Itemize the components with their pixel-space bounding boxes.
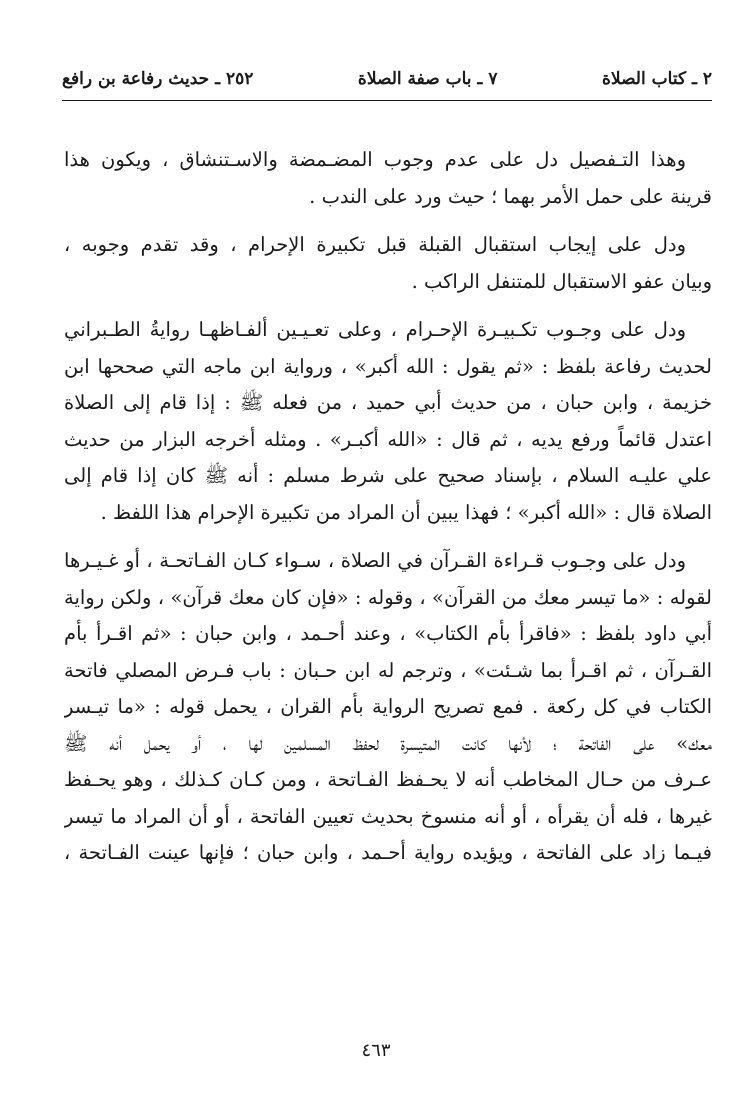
paragraph-4 — [64, 543, 712, 872]
text-line: غيرها ، فله أن يقرأه ، أو أنه منسوخ بحديث تعيين الفاتحة ، أو أن المراد ما تيسر — [64, 804, 712, 828]
text-line: عـرف من حـال المخاطب أنه لا يحـفظ الفـاتحة ، ومن كـان كـذلك ، وهو يحـفظ — [64, 768, 712, 791]
paragraph-3 — [64, 312, 712, 531]
text-line: الصلاة قال : «الله أكبر» ؛ فهذا يبين أن المراد من تكبيرة الإحرام هذا اللفظ . — [100, 500, 712, 524]
text-line: اعتدل قائماً ورفع يديه ، ثم قال : «الله أكبـر» . ومثله أخرجه البزار من حديث — [64, 427, 712, 451]
header-section: ٧ ـ باب صفة الصلاة — [357, 69, 498, 89]
text-line: وهذا التـفصيل دل على عدم وجوب المضـمضة والاسـتنشاق ، ويكون هذا — [64, 148, 686, 171]
header-hadith: ٢٥٢ ـ حديث رفاعة بن رافع — [62, 69, 254, 89]
text-line: فيـما زاد على الفاتحة ، ويؤيده رواية أحـمد ، وابن حبان ؛ فإنها عينت الفـاتحة ، — [64, 841, 712, 864]
text-line: معك» على الفاتحة ؛ لأنها كانت المتيسرة لحفظ المسلمين لها ، أو يحمل أنه ﷺ — [64, 731, 712, 755]
text-line: ودل على إيجاب استقبال القبلة قبل تكبيرة الإحرام ، وقد تقدم وجوبه ، — [64, 233, 686, 256]
text-line: خزيمة ، وابن حبان ، من حديث أبي حميد ، من فعله ﷺ : إذا قام إلى الصلاة — [64, 391, 712, 414]
text-line: القـرآن ، ثم اقـرأ بما شـئت» ، وترجم له ابن حـبان : باب فـرض المصلي فاتحة — [64, 658, 712, 682]
text-line: لقوله : «ما تيسر معك من القرآن» ، وقوله : «فإن كان معك قرآن» ، ولكن رواية — [64, 585, 712, 609]
body-text — [64, 142, 712, 884]
text-line: ودل على وجـوب قـراءة القـرآن في الصلاة ، سـواء كـان الفـاتحـة ، أو غـيـرها — [64, 549, 686, 572]
running-header — [62, 62, 712, 96]
text-line: علي عليـه السلام ، بإسناد صحيح على شرط مسلم : أنه ﷺ كان إذا قام إلى — [64, 464, 712, 487]
paragraph-1 — [64, 142, 712, 215]
text-line: لحديث رفاعة بلفظ : «ثم يقول : الله أكبر» ، ورواية ابن ماجه التي صححها ابن — [64, 354, 712, 378]
paragraph-2 — [64, 227, 712, 300]
text-line: ودل على وجـوب تكـبيـرة الإحـرام ، وعلى تعـيـين ألفـاظهـا روايةُ الطـبراني — [64, 318, 686, 341]
text-line: أبي داود بلفظ : «فاقرأ بأم الكتاب» ، وعند أحـمد ، وابن حبان : «ثم اقـرأ بأم — [64, 622, 712, 645]
text-line: وبيان عفو الاستقبال للمتنفل الراكب . — [411, 269, 712, 293]
header-chapter: ٢ ـ كتاب الصلاة — [602, 69, 712, 89]
text-line: قرينة على حمل الأمر بهما ؛ حيث ورد على الندب . — [309, 184, 712, 208]
text-line: الكتاب في كل ركعة . فمع تصريح الرواية بأم القران ، يحمل قوله : «ما تيـسر — [64, 695, 712, 718]
page-number: ٤٦٣ — [361, 1040, 391, 1061]
header-divider — [62, 100, 712, 101]
